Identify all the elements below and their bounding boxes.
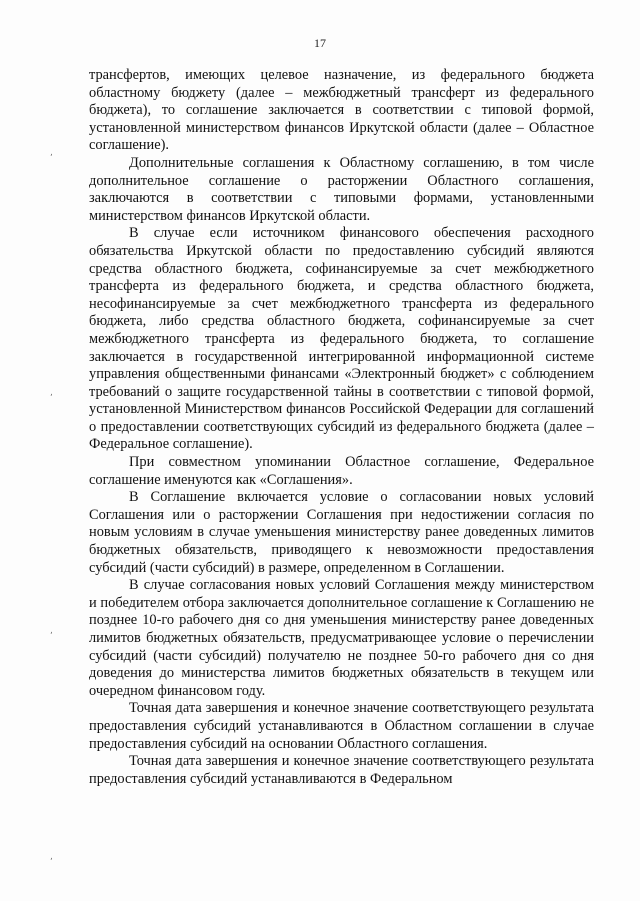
document-body [89,67,594,788]
paragraph-additional-agreements: Дополнительные соглашения к Областному соглашению, в том числе дополнительное соглашение о расторжении Областного соглашения, заключаются в соответствии с типовыми формами, установленными министерством финансов Иркутской области. [89,154,594,224]
paragraph-additional-agreement-terms: В случае согласования новых условий Соглашения между министерством и победителем отбора заключается дополнительное соглашение к Соглашению не позднее 10-го рабочего дня со дня уменьшения министерству ранее доведенных лимитов бюджетных обязательств, предусматривающее условие о перечислении субсидий (части субсидий) получателю не позднее 50-го рабочего дня со дня доведения до министерства лимитов бюджетных обязательств в текущем или очередном финансовом году. [89,577,594,699]
paragraph-joint-mention: При совместном упоминании Областное соглашение, Федеральное соглашение именуются как «Соглашения». [89,454,594,488]
margin-mark: , [50,148,53,158]
paragraph-agreement-conditions: В Соглашение включается условие о согласовании новых условий Соглашения или о расторжении Соглашения при недостижении согласия по новым условиям в случае уменьшения министерству ранее доведенных лимитов бюджетных обязательств, приводящего к невозможности предоставления субсидий (части субсидий) в размере, определенном в Соглашении. [89,489,594,576]
paragraph-federal-agreement: В случае если источником финансового обеспечения расходного обязательства Иркутской области по предоставлению субсидий являются средства областного бюджета, софинансируемые за счет межбюджетного трансферта из федерального бюджета, и средства областного бюджета, несофинансируемые за счет межбюджетного трансферта из федерального бюджета, либо средства областного бюджета, софинансируемые за счет межбюджетного трансферта из федерального бюджета, то соглашение заключается в государственной интегрированной информационной системе управления общественными финансами «Электронный бюджет» с соблюдением требований о защите государственной тайны в соответствии с типовой формой, установленной Министерством финансов Российской Федерации для соглашений о предоставлении соответствующих субсидий из федерального бюджета (далее – Федеральное соглашение). [89,225,594,453]
paragraph-regional-result-date: Точная дата завершения и конечное значение соответствующего результата предоставления субсидий устанавливаются в Областном соглашении в случае предоставления субсидий на основании Областного соглашения. [89,700,594,752]
paragraph-continuation: трансфертов, имеющих целевое назначение, из федерального бюджета областному бюджету (далее – межбюджетный трансферт из федерального бюджета), то соглашение заключается в соответствии с типовой формой, установленной министерством финансов Иркутской области (далее – Областное соглашение). [89,67,594,154]
margin-mark: , [50,852,53,862]
paragraph-federal-result-date: Точная дата завершения и конечное значение соответствующего результата предоставления субсидий устанавливаются в Федеральном [89,753,594,787]
margin-mark: , [50,388,53,398]
page-number: 17 [314,36,326,50]
margin-mark: , [50,626,53,636]
